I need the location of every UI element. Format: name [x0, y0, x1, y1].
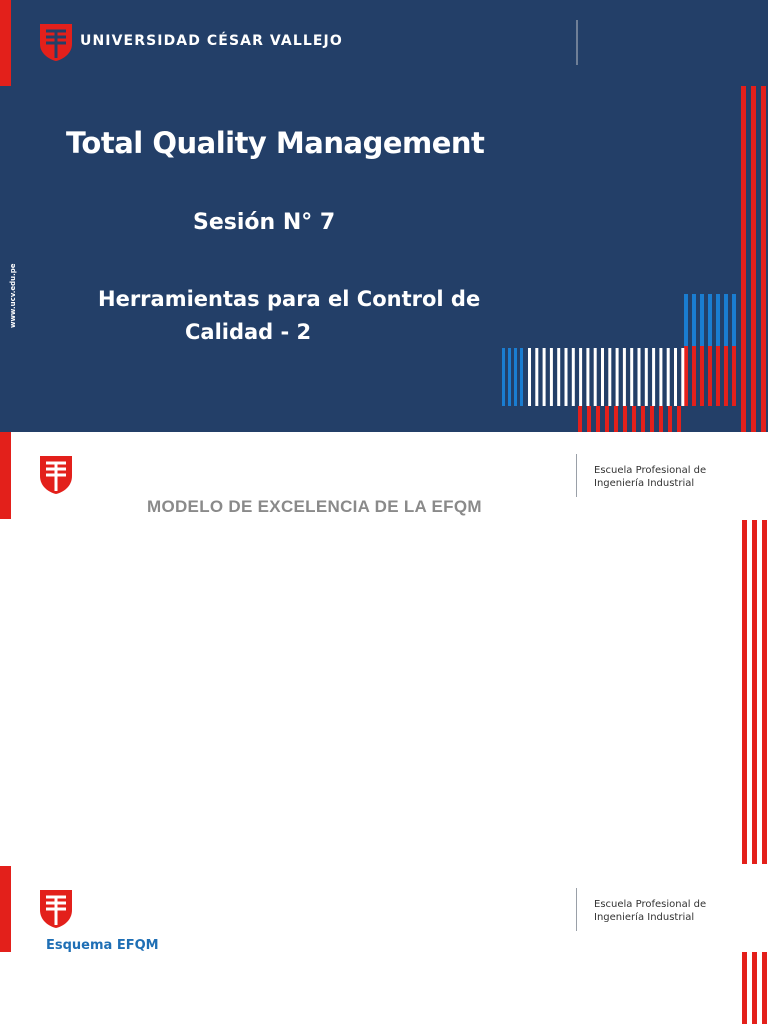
red-stripe: [668, 406, 672, 432]
white-stripe: [579, 348, 582, 406]
red-stripe: [632, 406, 636, 432]
white-stripe: [565, 348, 568, 406]
left-red-accent-bar: [0, 866, 11, 952]
white-stripe: [630, 348, 633, 406]
session-number: Sesión N° 7: [193, 210, 336, 235]
red-stripe: [650, 406, 654, 432]
red-stripe: [684, 346, 688, 406]
school-divider: [576, 888, 577, 931]
white-stripe: [535, 348, 538, 406]
ucv-shield-logo-icon: [38, 888, 74, 930]
red-stripe: [751, 86, 756, 432]
blue-stripe: [732, 294, 736, 346]
red-stripe: [708, 346, 712, 406]
red-stripe: [587, 406, 591, 432]
right-red-bars: [740, 520, 768, 864]
school-divider: [576, 454, 577, 497]
left-red-accent-bar: [0, 432, 11, 519]
red-stripe: [596, 406, 600, 432]
blue-stripe: [708, 294, 712, 346]
red-stripe: [716, 346, 720, 406]
slide-heading: Esquema EFQM: [46, 938, 159, 953]
red-stripe: [724, 346, 728, 406]
topic-line-1: Herramientas para el Control de: [98, 287, 481, 311]
university-name: UNIVERSIDAD CÉSAR VALLEJO: [80, 33, 343, 49]
white-stripe: [543, 348, 546, 406]
slide-heading: MODELO DE EXCELENCIA DE LA EFQM: [147, 497, 482, 516]
white-stripe: [586, 348, 589, 406]
school-line-2: Ingeniería Industrial: [594, 912, 695, 923]
blue-stripe: [514, 348, 517, 406]
red-stripe: [641, 406, 645, 432]
school-line-1: Escuela Profesional de: [594, 899, 707, 910]
blue-stripe: [684, 294, 688, 346]
red-stripe: [732, 346, 736, 406]
white-stripe: [645, 348, 648, 406]
red-stripe: [761, 86, 766, 432]
red-stripe: [659, 406, 663, 432]
school-line-2: Ingeniería Industrial: [594, 478, 695, 489]
white-stripe: [681, 348, 684, 406]
red-stripe: [677, 406, 681, 432]
blue-stripe: [508, 348, 511, 406]
red-stripe: [700, 346, 704, 406]
school-name: [594, 898, 706, 924]
white-stripe: [601, 348, 604, 406]
red-stripe: [692, 346, 696, 406]
white-stripe: [652, 348, 655, 406]
topic-line-2: Calidad - 2: [185, 320, 312, 344]
red-stripe: [605, 406, 609, 432]
white-stripe: [667, 348, 670, 406]
red-stripe: [578, 406, 582, 432]
efqm-model-slide: [0, 432, 768, 864]
white-stripe: [557, 348, 560, 406]
school-name: [594, 464, 706, 490]
red-stripe: [623, 406, 627, 432]
ucv-shield-logo-icon: [38, 454, 74, 496]
white-stripe: [638, 348, 641, 406]
white-stripe: [594, 348, 597, 406]
blue-stripe: [502, 348, 505, 406]
efqm-scheme-slide: [0, 864, 768, 1024]
white-stripe: [572, 348, 575, 406]
right-red-bars: [740, 952, 768, 1024]
blue-stripe: [520, 348, 523, 406]
white-stripe: [608, 348, 611, 406]
white-stripe: [623, 348, 626, 406]
blue-stripe: [692, 294, 696, 346]
white-stripe: [528, 348, 531, 406]
white-stripe: [659, 348, 662, 406]
decorative-stripes: [0, 0, 768, 432]
white-stripe: [550, 348, 553, 406]
blue-stripe: [724, 294, 728, 346]
title-slide: [0, 0, 768, 432]
white-stripe: [674, 348, 677, 406]
red-stripe: [614, 406, 618, 432]
website-url-text: www.ucv.edu.pe: [9, 263, 17, 328]
blue-stripe: [700, 294, 704, 346]
red-stripe: [741, 86, 746, 432]
blue-stripe: [716, 294, 720, 346]
school-line-1: Escuela Profesional de: [594, 465, 707, 476]
white-stripe: [616, 348, 619, 406]
presentation-title: Total Quality Management: [66, 126, 485, 160]
